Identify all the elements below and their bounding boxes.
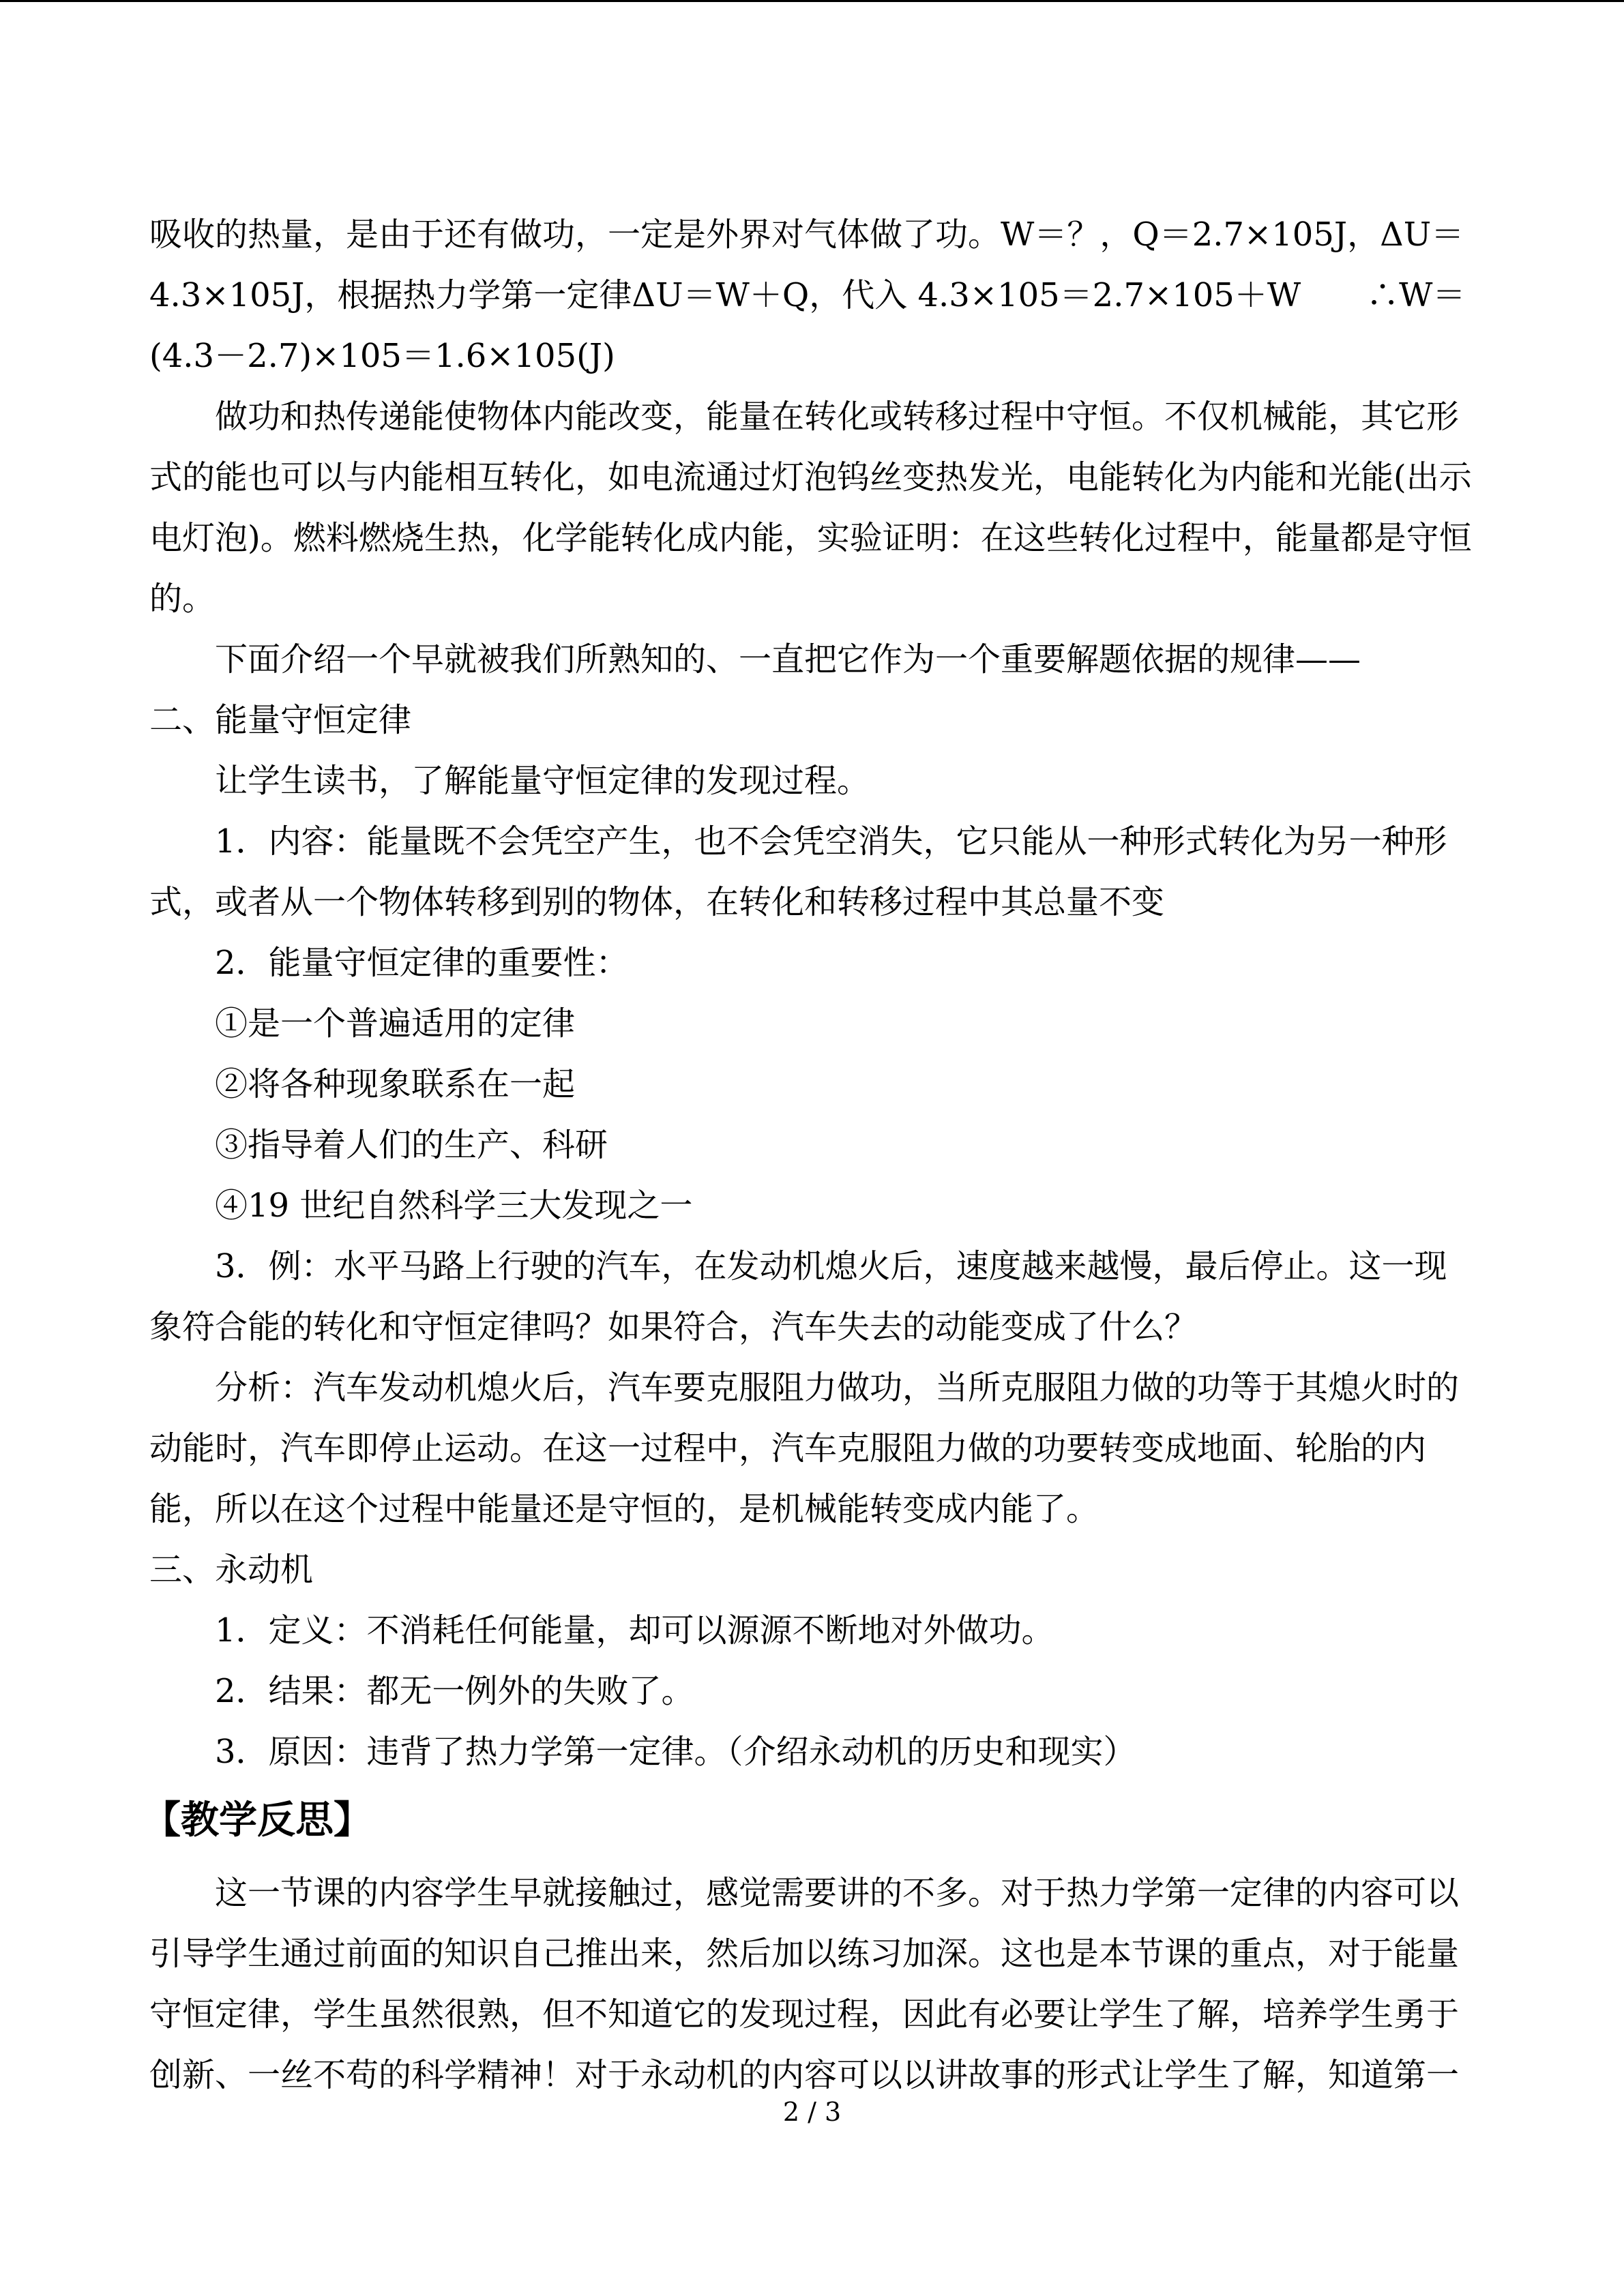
- top-border-line: [0, 0, 1624, 2]
- list-item-point: ③指导着人们的生产、科研: [215, 1126, 608, 1164]
- reflection-title: 【教学反思】: [143, 1798, 372, 1843]
- paragraph-introduction: 下面介绍一个早就被我们所熟知的、一直把它作为一个重要解题依据的规律——: [215, 640, 1361, 679]
- page-number: 2 / 3: [782, 2097, 842, 2127]
- paragraph-energy-transfer: 做功和热传递能使物体内能改变，能量在转化或转移过程中守恒。不仅机械能，其它形式的能也可以与内能相互转化，如电流通过灯泡钨丝变热发光，电能转化为内能和光能(出示电灯泡)。燃料燃烧生热，化学能转化成内能，实验证明：在这些转化过程中，能量都是守恒的。: [149, 398, 1472, 618]
- list-item-point: ②将各种现象联系在一起: [215, 1065, 576, 1103]
- paragraph-law-content: 1．内容：能量既不会凭空产生，也不会凭空消失，它只能从一种形式转化为另一种形式，或者从一个物体转移到别的物体，在转化和转移过程中其总量不变: [149, 822, 1447, 921]
- list-item-point: ①是一个普遍适用的定律: [215, 1004, 576, 1043]
- paragraph-analysis: 分析：汽车发动机熄火后，汽车要克服阻力做功，当所克服阻力做的功等于其熄火时的动能时，汽车即停止运动。在这一过程中，汽车克服阻力做的功要转变成地面、轮胎的内能，所以在这个过程中能量还是守恒的，是机械能转变成内能了。: [149, 1369, 1460, 1528]
- section-heading-energy-conservation: 二、能量守恒定律: [149, 701, 412, 739]
- paragraph-calculation: 吸收的热量，是由于还有做功，一定是外界对气体做了功。W＝？，Q＝2.7×105J，ΔU＝4.3×105J，根据热力学第一定律ΔU＝W＋Q，代入 4.3×105＝2.7×105＋W ∴W＝(4.3－2.7)×105＝1.6×105(J): [149, 215, 1466, 375]
- paragraph-law-importance: 2．能量守恒定律的重要性：: [215, 944, 629, 982]
- list-item-reason: 3．原因：违背了热力学第一定律。（介绍永动机的历史和现实）: [215, 1733, 1136, 1771]
- list-item-definition: 1．定义：不消耗任何能量，却可以源源不断地对外做功。: [215, 1611, 1054, 1650]
- section-heading-perpetual-motion: 三、永动机: [149, 1551, 314, 1589]
- reflection-text: 这一节课的内容学生早就接触过，感觉需要讲的不多。对于热力学第一定律的内容可以引导学生通过前面的知识自己推出来，然后加以练习加深。这也是本节课的重点，对于能量守恒定律，学生虽然很熟，但不知道它的发现过程，因此有必要让学生了解，培养学生勇于创新、一丝不苟的科学精神！对于永动机的内容可以以讲故事的形式让学生了解，知道第一: [149, 1874, 1460, 2094]
- paragraph-example: 3．例：水平马路上行驶的汽车，在发动机熄火后，速度越来越慢，最后停止。这一现象符合能的转化和守恒定律吗？如果符合，汽车失去的动能变成了什么？: [149, 1247, 1447, 1346]
- list-item-result: 2．结果：都无一例外的失败了。: [215, 1672, 694, 1710]
- paragraph-read-book: 让学生读书，了解能量守恒定律的发现过程。: [215, 762, 870, 800]
- page-content: [143, 205, 1479, 2106]
- list-item-point: ④19 世纪自然科学三大发现之一: [215, 1187, 693, 1225]
